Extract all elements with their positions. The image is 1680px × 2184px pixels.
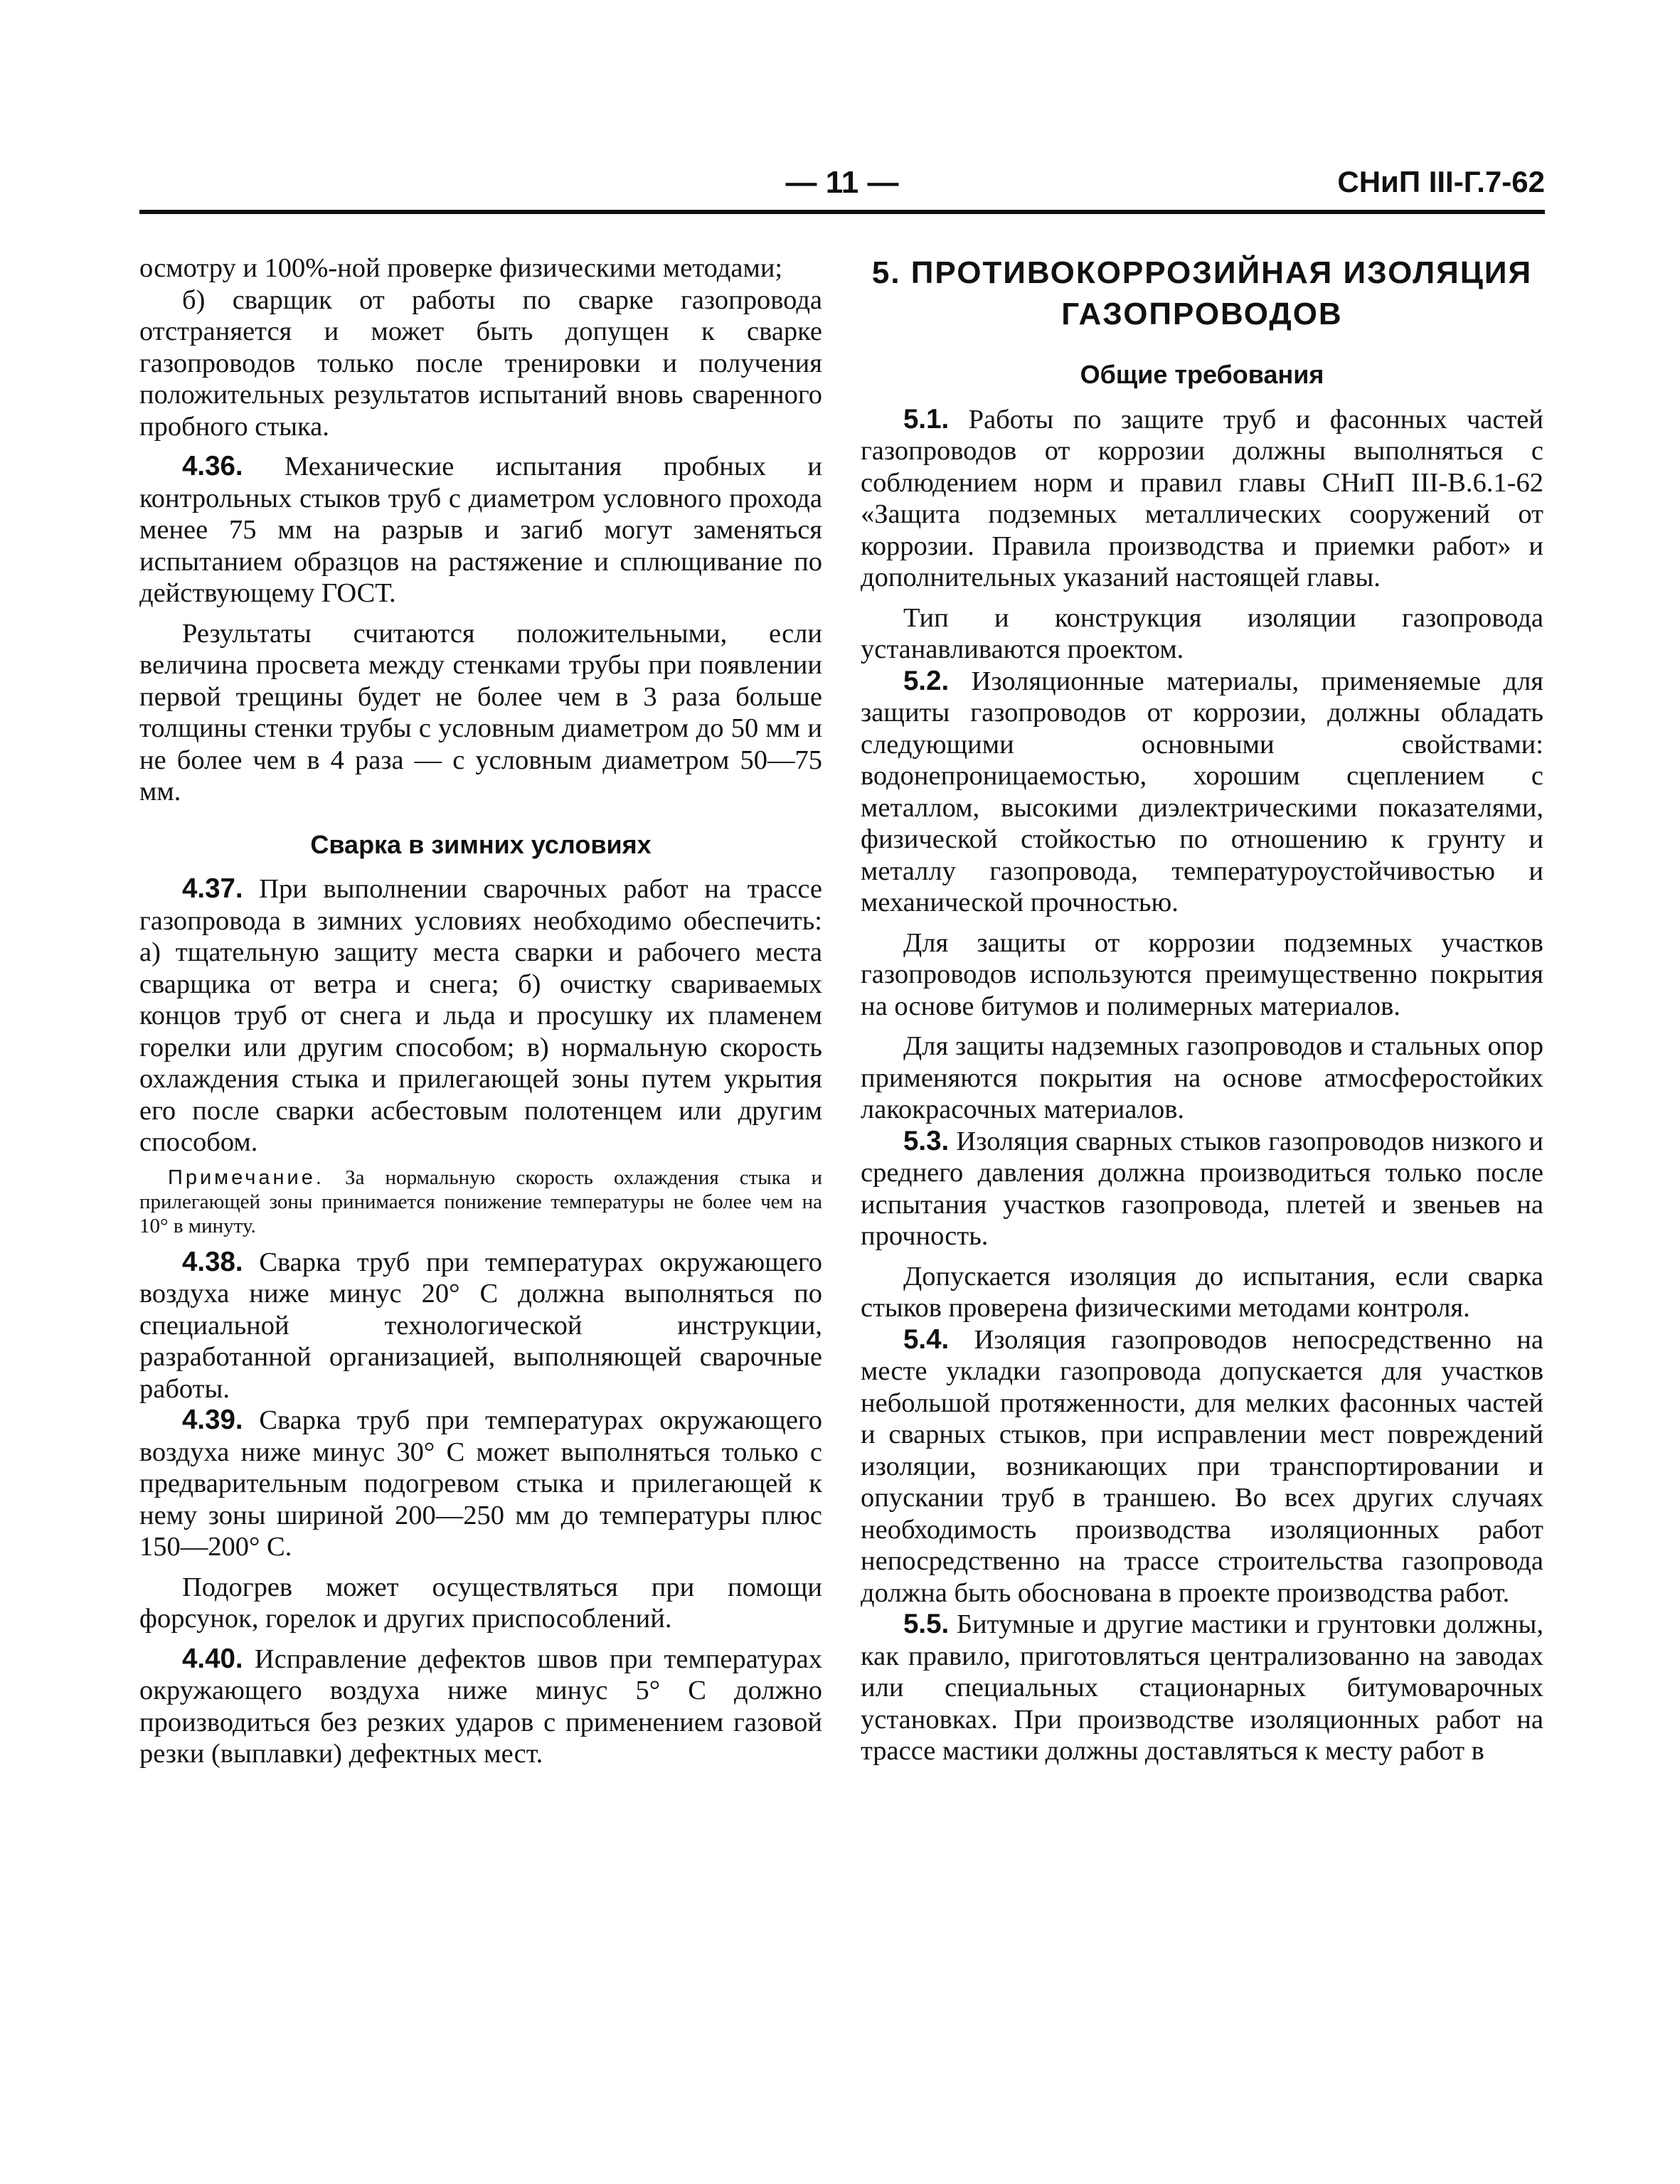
paragraph: Для защиты надземных газопроводов и стальных опор применяются покрытия на основе атмосферостойких лакокрасочных материалов. (861, 1031, 1543, 1124)
clause-text: При выполнении сварочных работ на трассе газопровода в зимних условиях необходимо обеспечить: а) тщательную защиту места сварки и рабочего места сварщика от ветра и снега; б) очистку свариваемых концов труб от снега и льда и просушку их пламенем горелки или другим способом; в) нормальную скорость охлаждения стыка и прилегающей зоны путем укрытия его после сварки асбестовым полотенцем или другим способом. (139, 874, 822, 1157)
left-column (139, 252, 822, 1770)
paragraph: осмотру и 100%-ной проверке физическими методами; (139, 253, 783, 283)
clause-4-36 (139, 451, 822, 609)
clause-5-3 (861, 1126, 1543, 1252)
paragraph: Допускается изоляция до испытания, если сварка стыков проверена физическими методами контроля. (861, 1261, 1543, 1323)
paragraph: б) сварщик от работы по сварке газопровода отстраняется и может быть допущен к сварке газопроводов только после тренировки и получения положительных результатов испытаний вновь сваренного пробного стыка. (139, 284, 822, 442)
paragraph: Результаты считаются положительными, если величина просвета между стенками трубы при появлении первой трещины будет не более чем в 3 раза больше толщины стенки трубы с условным диаметром до 50 мм и не более чем в 4 раза — с условным диаметром 50—75 мм. (139, 618, 822, 806)
clause-number: 5.5. (903, 1609, 950, 1639)
clause-number: 4.39. (182, 1405, 243, 1435)
clause-text: Исправление дефектов швов при температурах окружающего воздуха ниже минус 5° С должно производиться без резких ударов с применением газовой резки (выплавки) дефектных мест. (139, 1644, 822, 1769)
clause-5-2 (861, 666, 1543, 919)
page-number: — 11 — (785, 165, 899, 200)
clause-number: 4.37. (182, 873, 243, 904)
paragraph: Подогрев может осуществляться при помощи форсунок, горелок и других приспособлений. (139, 1572, 822, 1634)
section-title: 5. ПРОТИВОКОРРОЗИЙНАЯ ИЗОЛЯЦИЯ ГАЗОПРОВОДОВ (871, 255, 1533, 331)
document-code: СНиП III-Г.7-62 (1337, 165, 1545, 198)
clause-number: 5.1. (903, 403, 950, 435)
clause-text: Сварка труб при температурах окружающего воздуха ниже минус 30° С может выполняться только с предварительным подогревом стыка и прилегающей к нему зоны шириной 200—250 мм до температуры плюс 150—200° С. (139, 1405, 822, 1562)
section-subheading: Общие требования (1080, 360, 1324, 389)
clause-text: Механические испытания пробных и контрольных стыков труб с диаметром условного прохода менее 75 мм на разрыв и загиб могут заменяться испытанием образцов на растяжение и сплющивание по действующему ГОСТ. (139, 452, 822, 608)
clause-5-5 (861, 1609, 1543, 1767)
clause-number: 4.38. (182, 1246, 243, 1277)
clause-text: Изоляционные материалы, применяемые для защиты газопроводов от коррозии, должны обладать следующими основными свойствами: водонепроницаемостью, хорошим сцеплением с металлом, высокими диэлектрическими показателями, физической стойкостью по отношению к грунту и металлу газопровода, температуроустойчивостью и механической прочностью. (861, 666, 1543, 917)
clause-4-40 (139, 1644, 822, 1770)
header-rule (139, 210, 1545, 214)
clause-number: 4.36. (182, 451, 243, 481)
clause-number: 4.40. (182, 1643, 243, 1674)
clause-text: Работы по защите труб и фасонных частей газопроводов от коррозии должны выполняться с соблюдением норм и правил главы СНиП III-В.6.1-62 «Защита подземных металлических сооружений от коррозии. Правила производства и приемки работ» и дополнительных указаний настоящей главы. (861, 404, 1543, 592)
clause-text: Изоляция газопроводов непосредственно на месте укладки газопровода допускается для участков небольшой протяженности, для мелких фасонных частей и сварных стыков, при исправлении мест повреждений изоляции, возникающих при транспортировании и опускании труб в траншею. Во всех других случаях необходимость производства изоляционных работ непосредственно на трассе строительства газопровода должна быть обоснована в проекте производства работ. (861, 1324, 1543, 1608)
clause-text: Битумные и другие мастики и грунтовки должны, как правило, приготовляться централизованно на заводах или специальных стационарных битумоварочных установках. При производстве изоляционных работ на трассе мастики должны доставляться к месту работ в (861, 1609, 1543, 1766)
note-label: Примечание. (168, 1166, 324, 1189)
clause-5-4 (861, 1324, 1543, 1609)
clause-4-39 (139, 1405, 822, 1563)
clause-number: 5.3. (903, 1125, 950, 1156)
clause-text: Изоляция сварных стыков газопроводов низкого и среднего давления должна производиться только после испытания участков газопровода, плетей и звеньев на прочность. (861, 1126, 1543, 1251)
clause-4-38 (139, 1247, 822, 1405)
clause-number: 5.4. (903, 1323, 950, 1355)
section-subheading: Сварка в зимних условиях (310, 829, 652, 859)
clause-text: Сварка труб при температурах окружающего воздуха ниже минус 20° С должна выполняться по специальной технологической инструкции, разработанной организацией, выполняющей сварочные работы. (139, 1247, 822, 1404)
note-text: За нормальную скорость охлаждения стыка и прилегающей зоны принимается понижение температуры не более чем на 10° в минуту. (139, 1166, 822, 1237)
clause-number: 5.2. (903, 665, 950, 696)
right-column (861, 252, 1543, 1767)
paragraph: Для защиты от коррозии подземных участков газопроводов используются преимущественно покрытия на основе битумов и полимерных материалов. (861, 927, 1543, 1021)
clause-4-37 (139, 873, 822, 1158)
page-header (139, 165, 1545, 215)
paragraph: Тип и конструкция изоляции газопровода устанавливаются проектом. (861, 602, 1543, 664)
note (139, 1166, 822, 1238)
clause-5-1 (861, 404, 1543, 594)
